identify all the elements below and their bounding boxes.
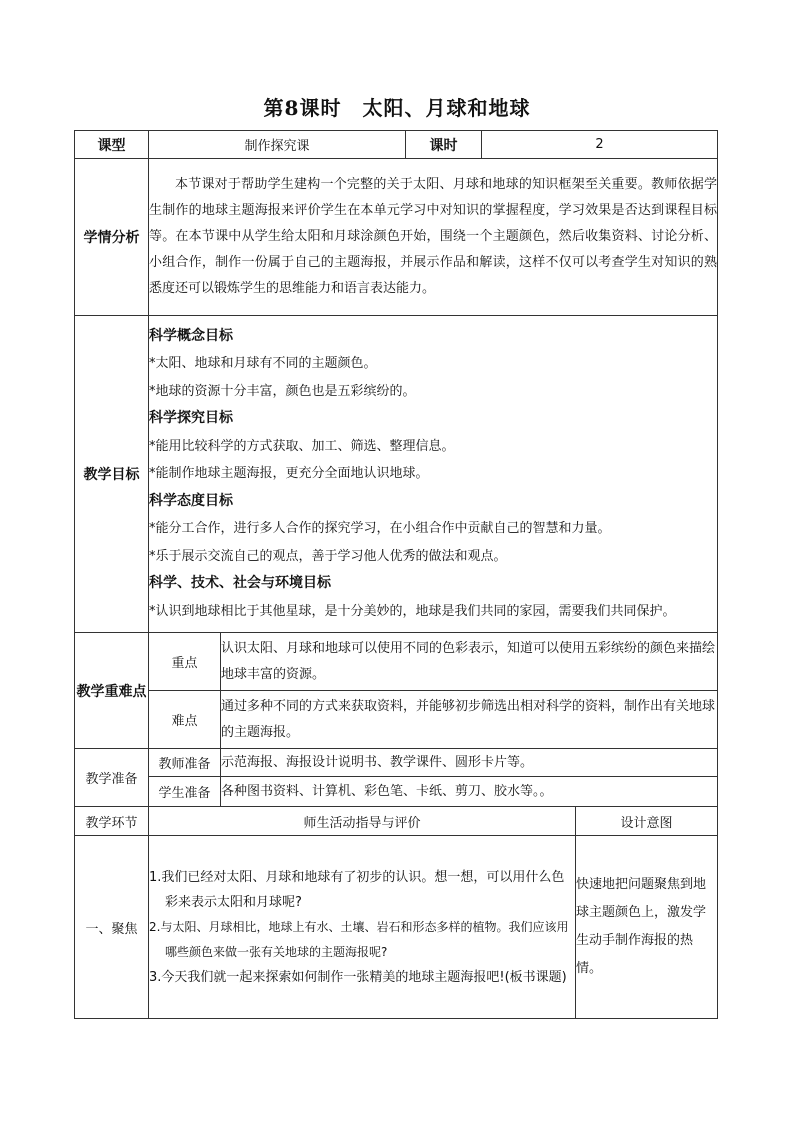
header-row (75, 131, 718, 159)
process-header-row (75, 807, 718, 836)
inquiry-goal-item: *能制作地球主题海报，更充分全面地认识地球。 (149, 466, 429, 482)
stage-name: 一、聚焦 (75, 836, 149, 1019)
concept-goal-heading: 科学概念目标 (149, 327, 233, 344)
focus-row (75, 633, 718, 691)
attitude-goal-heading: 科学态度目标 (149, 492, 233, 509)
inquiry-goal-item: *能用比较科学的方式获取、加工、筛选、整理信息。 (149, 438, 455, 454)
key-points-label: 教学重难点 (75, 633, 149, 749)
goals-label: 教学目标 (75, 316, 149, 633)
concept-goal-item: *地球的资源十分丰富，颜色也是五彩缤纷的。 (149, 383, 416, 399)
student-prep-label: 学生准备 (149, 777, 221, 807)
goals-row (75, 316, 718, 633)
page-title: 第8课时 太阳、月球和地球 (263, 96, 531, 120)
activity-step: 1.我们已经对太阳、月球和地球有了初步的认识。想一想，可以用什么色彩来表示太阳和月球呢? (149, 869, 565, 910)
type-label: 课型 (75, 131, 149, 159)
analysis-label: 学情分析 (75, 159, 149, 316)
teacher-prep-label: 教师准备 (149, 749, 221, 777)
stage-header: 教学环节 (75, 807, 149, 836)
student-prep-text: 各种图书资料、计算机、彩色笔、卡纸、剪刀、胶水等。。 (221, 777, 718, 807)
difficulty-row (75, 691, 718, 749)
sts-goal-heading: 科学、技术、社会与环境目标 (149, 575, 331, 592)
student-prep-row (75, 777, 718, 807)
activity-header: 师生活动指导与评价 (149, 807, 576, 836)
difficulty-text: 通过多种不同的方式来获取资料，并能够初步筛选出相对科学的资料，制作出有关地球的主题海报。 (221, 691, 718, 749)
intent-header: 设计意图 (576, 807, 718, 836)
focus-text: 认识太阳、月球和地球可以使用不同的色彩表示，知道可以使用五彩缤纷的颜色来描绘地球丰富的资源。 (221, 633, 718, 691)
attitude-goal-item: *乐于展示交流自己的观点，善于学习他人优秀的做法和观点。 (149, 548, 507, 564)
concept-goal-item: *太阳、地球和月球有不同的主题颜色。 (149, 356, 377, 372)
analysis-text: 本节课对于帮助学生建构一个完整的关于太阳、月球和地球的知识框架至关重要。教师依据学生制作的地球主题海报来评价学生在本单元学习中对知识的掌握程度，学习效果是否达到课程目标等。在本节课中从学生给太阳和月球涂颜色开始，围绕一个主题颜色，然后收集资料、讨论分析、小组合作，制作一份属于自己的主题海报，并展示作品和解读，这样不仅可以考查学生对知识的熟悉度还可以锻炼学生的思维能力和语言表达能力。 (149, 159, 718, 316)
hours-value: 2 (482, 131, 718, 159)
sts-goal-item: *认识到地球相比于其他星球，是十分美妙的，地球是我们共同的家园，需要我们共同保护。 (149, 603, 676, 619)
type-value: 制作探究课 (149, 131, 406, 159)
lesson-plan-table (74, 130, 718, 1019)
teacher-prep-row (75, 749, 718, 777)
inquiry-goal-heading: 科学探究目标 (149, 410, 233, 427)
activity-step: 3.今天我们就一起来探索如何制作一张精美的地球主题海报吧!(板书课题) (149, 969, 567, 985)
preparation-label: 教学准备 (75, 749, 149, 807)
activity-step: 2.与太阳、月球相比，地球上有水、土壤、岩石和形态多样的植物。我们应该用哪些颜色来做一张有关地球的主题海报呢? (149, 919, 569, 959)
stage-row (75, 836, 718, 1019)
difficulty-label: 难点 (149, 691, 221, 749)
teacher-prep-text: 示范海报、海报设计说明书、教学课件、圆形卡片等。 (221, 749, 718, 777)
focus-label: 重点 (149, 633, 221, 691)
stage-activities (149, 836, 576, 1019)
goals-content (149, 316, 718, 633)
stage-intent: 快速地把问题聚焦到地球主题颜色上，激发学生动手制作海报的热情。 (576, 836, 718, 1019)
attitude-goal-item: *能分工合作，进行多人合作的探究学习，在小组合作中贡献自己的智慧和力量。 (149, 521, 611, 537)
analysis-row (75, 159, 718, 316)
hours-label: 课时 (406, 131, 482, 159)
